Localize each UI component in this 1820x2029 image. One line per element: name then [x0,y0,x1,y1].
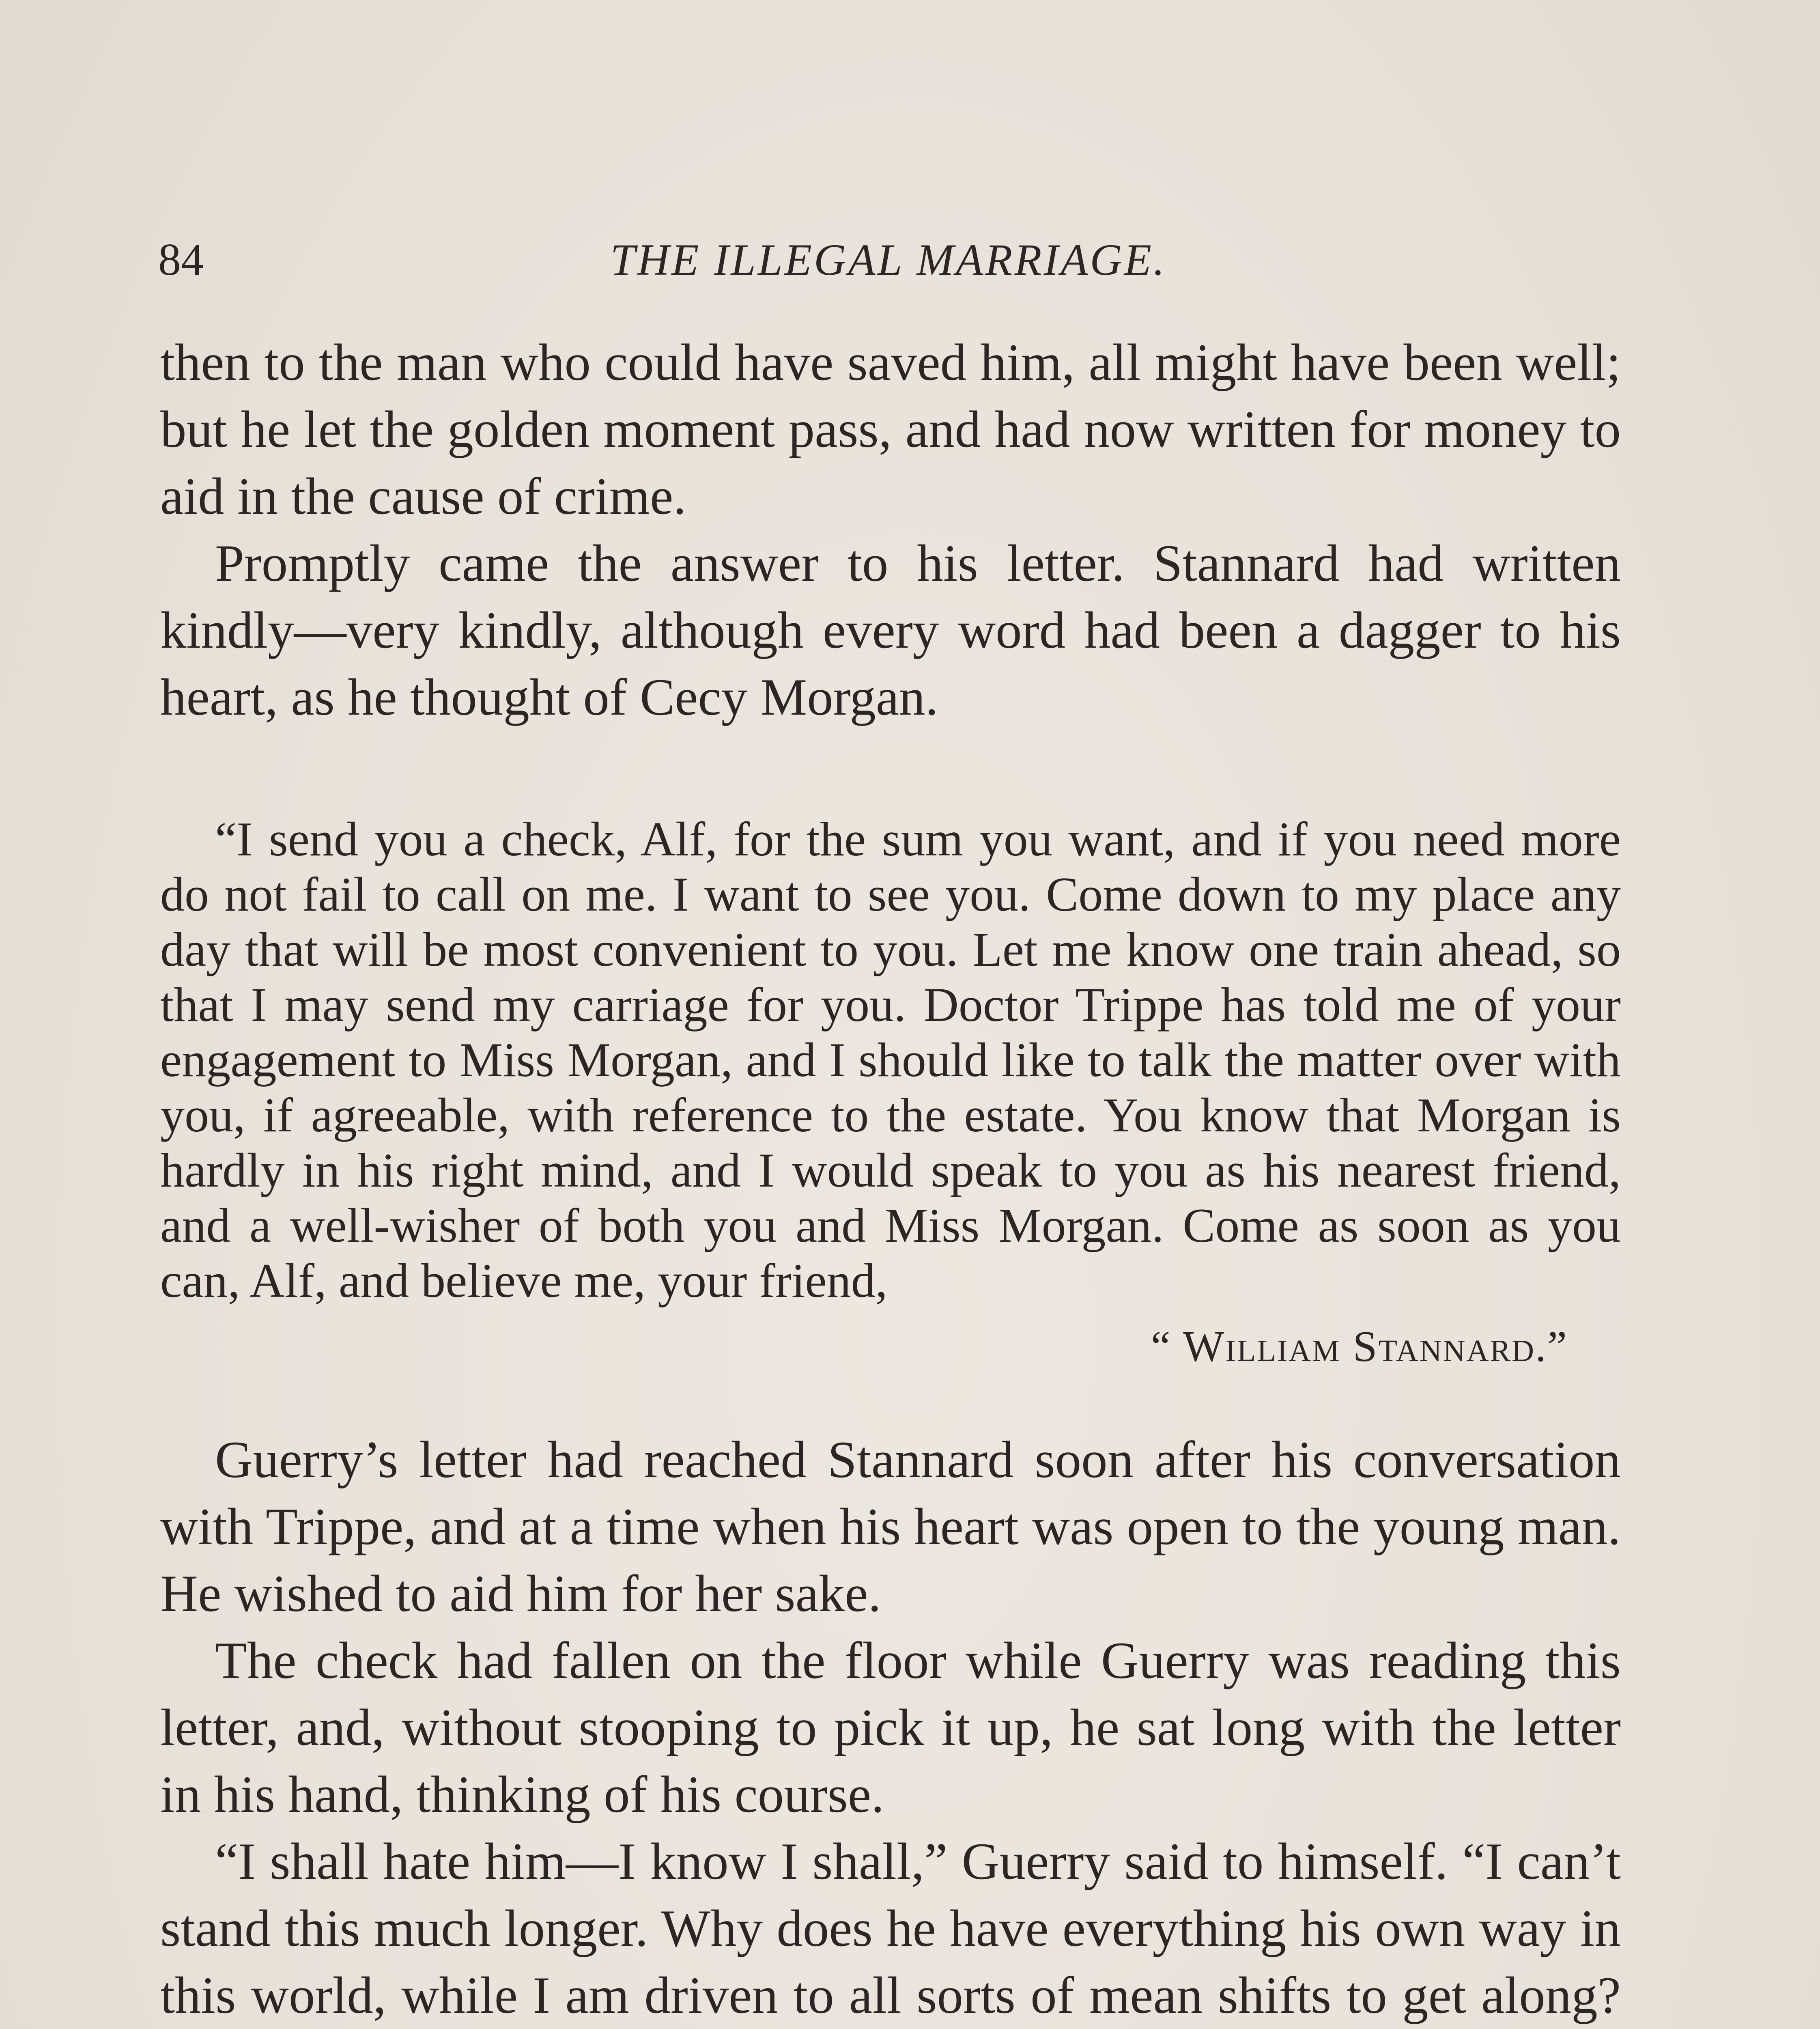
body-text [160,329,1621,2029]
page-header [158,227,1619,292]
letter-signature: “ William Stannard.” [1151,1323,1568,1371]
letter-block [160,812,1621,1377]
paragraph-guerry-letter: Guerry’s letter had reached Stannard soon after his conversation with Trippe, and at a time when his heart was open to the young man. He wished to aid him for her sake. [160,1430,1621,1622]
paragraph-check: The check had fallen on the floor while Guerry was reading this letter, and, without stooping to pick it up, he sat long with the letter in his hand, thinking of his course. [160,1631,1621,1823]
paragraph-answer: Promptly came the answer to his letter. Stannard had written kindly—very kindly, although every word had been a dagger to his heart, as he thought of Cecy Morgan. [160,534,1621,726]
running-title: THE ILLEGAL MARRIAGE. [610,235,1167,284]
paragraph-guerry-speech: “I shall hate him—I know I shall,” Guerry said to himself. “I can’t stand this much longer. Why does he have everything his own way in this world, while I am driven to all sorts of mean shifts to get along? [160,1832,1621,2024]
page-number: 84 [158,235,204,285]
paragraph-continuation: then to the man who could have saved him, all might have been well; but he let the golden moment pass, and had now written for money to aid in the cause of crime. [160,333,1621,525]
letter-body: “I send you a check, Alf, for the sum you want, and if you need more do not fail to call on me. I want to see you. Come down to my place any day that will be most convenient to you. Let me know one train ahead, so that I may send my carriage for you. Doctor Trippe has told me of your engagement to Miss Morgan, and I should like to talk the matter over with you, if agreeable, with reference to the estate. You know that Morgan is hardly in his right mind, and I would speak to you as his nearest friend, and a well-wisher of both you and Miss Morgan. Come as soon as you can, Alf, and believe me, your friend, [160,812,1621,1307]
